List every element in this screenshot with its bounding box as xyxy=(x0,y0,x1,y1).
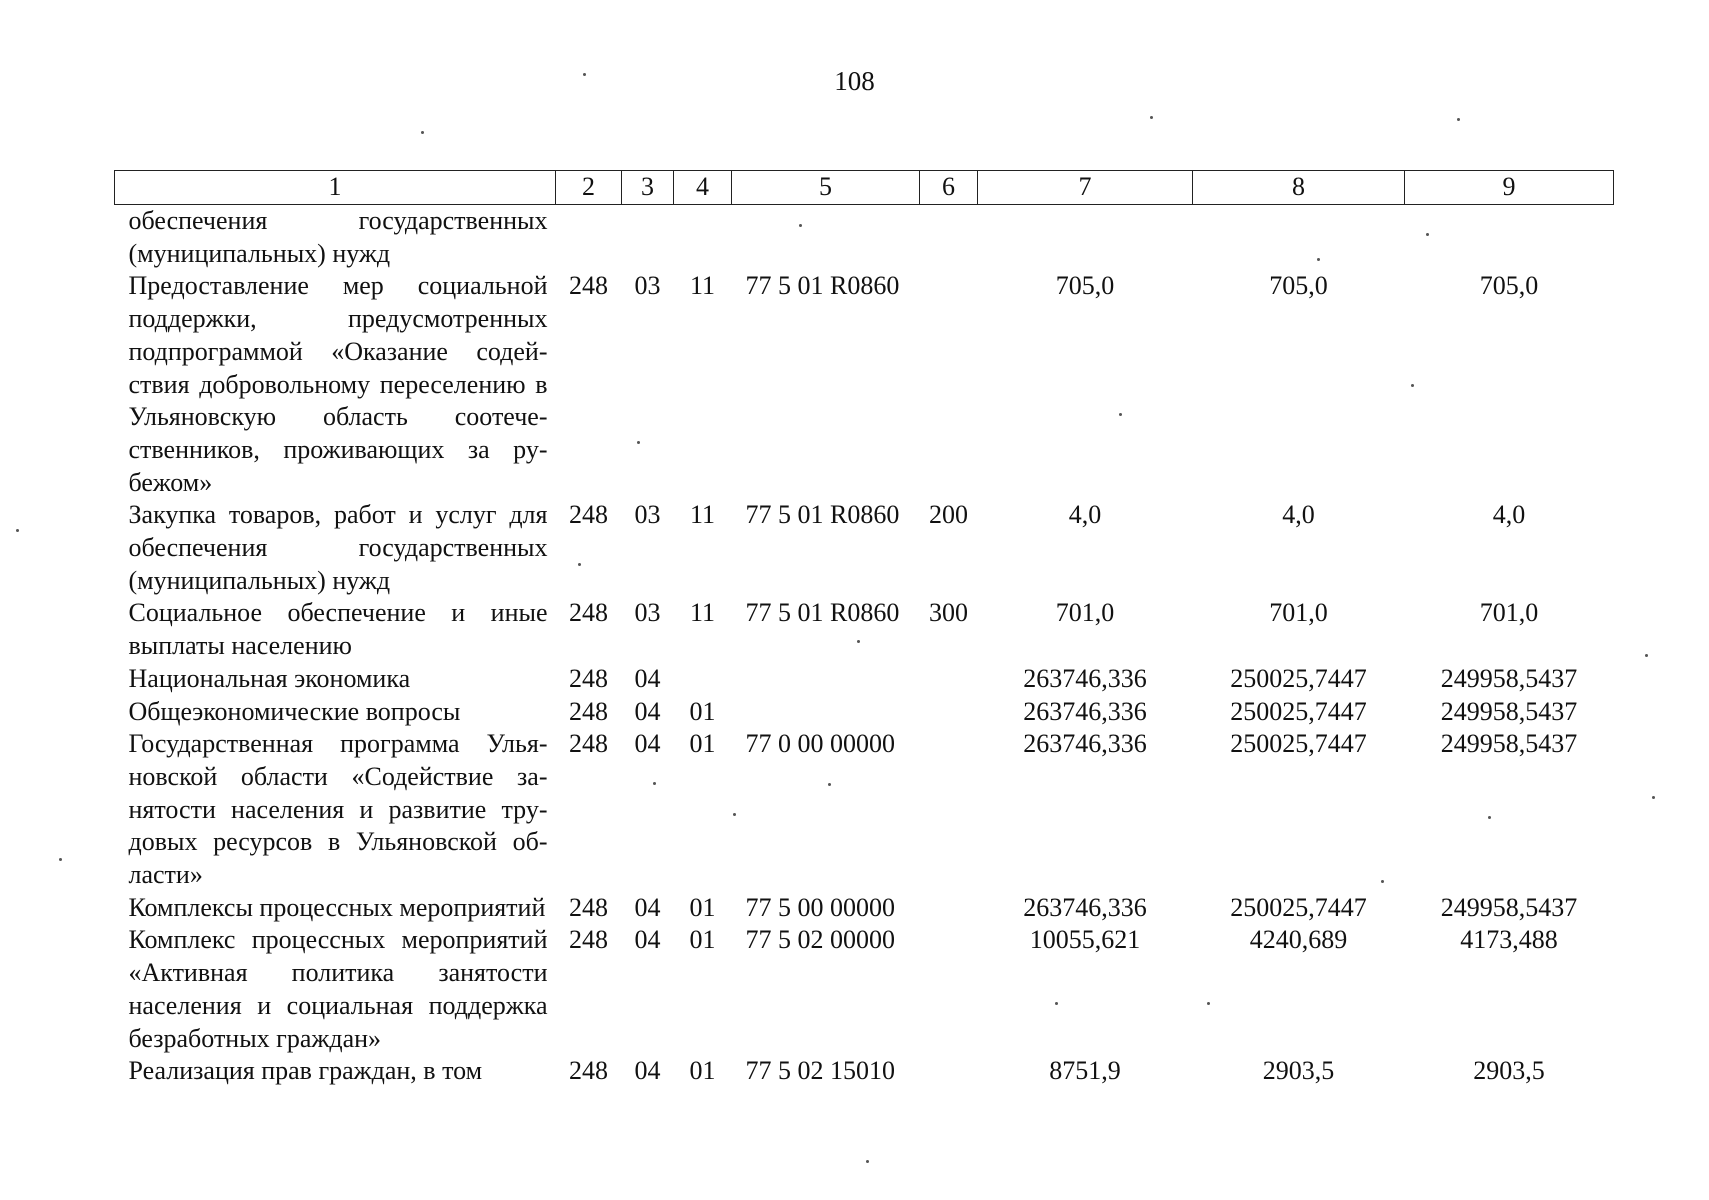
scan-speck xyxy=(1055,1002,1058,1005)
cell-ved: 248 xyxy=(569,892,608,922)
cell-pr: 01 xyxy=(689,1056,716,1086)
table-row xyxy=(115,696,1614,729)
row-name: Социальное обеспечение и иные выплаты населению xyxy=(128,598,548,661)
cell-amount-8: 705,0 xyxy=(1269,271,1328,301)
cell-amount-7: 705,0 xyxy=(1055,271,1115,301)
cell-amount-8 xyxy=(1193,205,1405,271)
scan-speck xyxy=(16,529,19,532)
cell-vr xyxy=(920,728,978,892)
cell-ved: 248 xyxy=(569,271,608,301)
column-header: 1 xyxy=(115,171,556,205)
scan-speck xyxy=(1119,413,1122,416)
cell-pr: 01 xyxy=(689,925,716,955)
scan-speck xyxy=(866,1160,869,1163)
table-row xyxy=(115,270,1614,499)
cell-ved: 248 xyxy=(569,729,608,759)
table-row xyxy=(115,663,1614,696)
cell-rz: 04 xyxy=(634,1056,661,1086)
cell-vr xyxy=(920,892,978,925)
scan-speck xyxy=(637,441,640,444)
cell-ved: 248 xyxy=(569,663,608,693)
row-name: обеспечения государственных (муниципальных) нужд xyxy=(128,206,548,268)
row-name: Комплексы процессных мероприятий xyxy=(128,892,546,922)
cell-kcsr: 77 5 01 R0860 xyxy=(745,500,900,530)
column-header: 2 xyxy=(556,171,622,205)
cell-amount-9: 249958,5437 xyxy=(1440,892,1578,922)
cell-amount-7: 263746,336 xyxy=(1023,729,1147,759)
cell-amount-9 xyxy=(1405,205,1614,271)
column-header: 3 xyxy=(622,171,674,205)
scan-speck xyxy=(583,73,586,76)
table-row xyxy=(115,728,1614,892)
column-header: 9 xyxy=(1405,171,1614,205)
cell-pr: 11 xyxy=(689,500,716,530)
cell-amount-8: 250025,7447 xyxy=(1230,729,1367,759)
cell-rz: 03 xyxy=(634,500,661,530)
cell-rz: 04 xyxy=(634,729,661,759)
cell-amount-9: 2903,5 xyxy=(1473,1056,1545,1086)
cell-amount-9: 249958,5437 xyxy=(1440,663,1578,693)
cell-amount-7: 10055,621 xyxy=(1029,925,1141,955)
cell-rz: 04 xyxy=(634,892,661,922)
cell-ved: 248 xyxy=(569,925,608,955)
cell-pr xyxy=(674,663,732,696)
cell-ved xyxy=(556,205,622,271)
cell-pr: 11 xyxy=(689,271,716,301)
cell-amount-8: 701,0 xyxy=(1269,598,1328,628)
table-header xyxy=(115,171,1614,205)
page-number: 108 xyxy=(834,66,875,96)
cell-pr: 11 xyxy=(689,598,716,628)
cell-ved: 248 xyxy=(569,598,608,628)
cell-pr: 01 xyxy=(689,696,716,726)
column-header: 5 xyxy=(732,171,920,205)
row-name: Комплекс процессных мероприятий «Активная политика занятости населения и социальная поддержка безработных граждан» xyxy=(128,925,548,1053)
cell-kcsr xyxy=(732,663,920,696)
cell-amount-8: 4,0 xyxy=(1282,500,1315,530)
column-header: 8 xyxy=(1193,171,1405,205)
column-header: 6 xyxy=(920,171,978,205)
cell-amount-8: 250025,7447 xyxy=(1230,892,1367,922)
scan-speck xyxy=(1150,116,1153,119)
cell-kcsr: 77 5 00 00000 xyxy=(745,892,895,922)
table-row xyxy=(115,892,1614,925)
table-row xyxy=(115,1055,1614,1088)
cell-pr: 01 xyxy=(689,892,716,922)
cell-pr: 01 xyxy=(689,729,716,759)
cell-amount-7: 263746,336 xyxy=(1023,663,1147,693)
scan-speck xyxy=(828,783,831,786)
budget-table xyxy=(114,170,1614,1088)
cell-amount-9: 701,0 xyxy=(1479,598,1539,628)
scan-speck xyxy=(1457,118,1460,121)
cell-vr xyxy=(920,924,978,1055)
cell-vr xyxy=(920,1055,978,1088)
cell-amount-8: 250025,7447 xyxy=(1230,696,1367,726)
cell-amount-8: 2903,5 xyxy=(1262,1056,1335,1086)
cell-amount-7: 701,0 xyxy=(1055,598,1115,628)
row-name: Реализация прав граждан, в том xyxy=(128,1056,483,1086)
cell-vr: 300 xyxy=(929,598,968,628)
cell-ved: 248 xyxy=(569,500,608,530)
scan-speck xyxy=(1317,258,1320,261)
row-name: Закупка товаров, работ и услуг для обеспечения государственных (муниципальных) нужд xyxy=(128,500,548,595)
cell-kcsr: 77 5 01 R0860 xyxy=(745,271,900,301)
cell-kcsr: 77 5 02 00000 xyxy=(745,925,895,955)
cell-kcsr xyxy=(732,696,920,729)
cell-kcsr xyxy=(732,205,920,271)
cell-amount-7 xyxy=(978,205,1193,271)
header-row xyxy=(115,171,1614,205)
cell-amount-9: 4173,488 xyxy=(1460,925,1558,955)
scan-speck xyxy=(1652,796,1655,799)
cell-rz: 04 xyxy=(634,696,661,726)
row-name: Предоставление мер социальной поддержки, предусмотренных подпрограммой «Оказание содействия добровольному переселению в Ульяновскую область соотечественников, проживающих за рубежом» xyxy=(128,271,548,497)
cell-kcsr: 77 5 01 R0860 xyxy=(745,598,900,628)
scan-speck xyxy=(1207,1002,1210,1005)
cell-amount-7: 263746,336 xyxy=(1023,696,1147,726)
cell-vr xyxy=(920,696,978,729)
scan-speck xyxy=(1426,233,1429,236)
cell-amount-8: 4240,689 xyxy=(1249,925,1348,955)
cell-pr xyxy=(674,205,732,271)
cell-amount-7: 4,0 xyxy=(1068,500,1102,530)
scan-speck xyxy=(1645,654,1648,657)
cell-amount-7: 8751,9 xyxy=(1049,1056,1121,1086)
scan-speck xyxy=(1411,384,1414,387)
column-header: 7 xyxy=(978,171,1193,205)
scan-speck xyxy=(857,640,860,643)
cell-ved: 248 xyxy=(569,696,608,726)
cell-amount-8: 250025,7447 xyxy=(1230,663,1367,693)
scan-speck xyxy=(578,563,581,566)
scan-speck xyxy=(799,224,802,227)
table-row xyxy=(115,499,1614,597)
row-name: Национальная экономика xyxy=(128,663,411,693)
scan-speck xyxy=(1488,816,1491,819)
column-header: 4 xyxy=(674,171,732,205)
cell-vr xyxy=(920,205,978,271)
cell-amount-9: 4,0 xyxy=(1492,500,1526,530)
scan-speck xyxy=(421,131,424,134)
cell-rz: 04 xyxy=(634,925,661,955)
row-name: Государственная программа Ульяновской области «Содействие занятости населения и развитие трудовых ресурсов в Ульяновской области» xyxy=(128,729,548,890)
cell-kcsr: 77 5 02 15010 xyxy=(745,1056,895,1086)
scan-speck xyxy=(733,813,736,816)
cell-rz: 03 xyxy=(634,598,661,628)
cell-vr xyxy=(920,270,978,499)
table-row xyxy=(115,205,1614,271)
scan-speck xyxy=(653,782,656,785)
table-body xyxy=(115,205,1614,1088)
scan-speck xyxy=(1381,880,1384,883)
cell-vr: 200 xyxy=(929,500,968,530)
row-name: Общеэкономические вопросы xyxy=(128,696,461,726)
scan-speck xyxy=(59,858,62,861)
table-row xyxy=(115,924,1614,1055)
cell-vr xyxy=(920,663,978,696)
cell-amount-9: 705,0 xyxy=(1479,271,1539,301)
cell-ved: 248 xyxy=(569,1056,608,1086)
cell-amount-9: 249958,5437 xyxy=(1440,696,1578,726)
table-row xyxy=(115,597,1614,662)
cell-amount-9: 249958,5437 xyxy=(1440,729,1578,759)
cell-amount-7: 263746,336 xyxy=(1023,892,1147,922)
cell-kcsr: 77 0 00 00000 xyxy=(745,729,895,759)
cell-rz: 04 xyxy=(634,663,661,693)
cell-rz xyxy=(622,205,674,271)
cell-rz: 03 xyxy=(634,271,661,301)
